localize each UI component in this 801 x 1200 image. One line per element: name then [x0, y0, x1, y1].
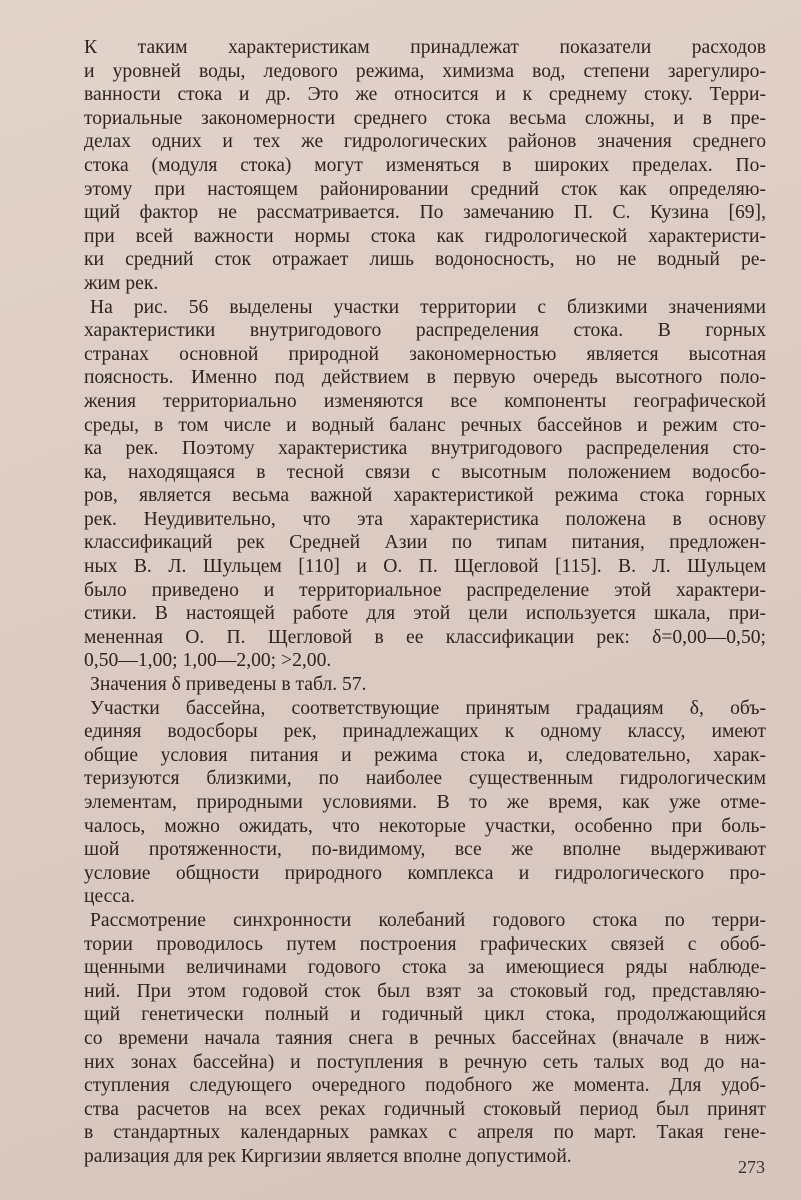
text-line: На рис. 56 выделены участки территории с близкими значениями: [90, 296, 766, 318]
paragraph-2: [84, 296, 766, 674]
text-line: жим рек.: [84, 272, 159, 294]
text-line: ров, является весьма важной характеристикой режима стока горных: [84, 485, 766, 507]
text-line: характеристики внутригодового распределения стока. В горных: [84, 320, 766, 342]
text-line: жения территориально изменяются все компоненты географической: [84, 390, 766, 412]
text-line: условие общности природного комплекса и гидрологического про-: [84, 862, 766, 884]
paragraph-1: [84, 36, 766, 296]
text-line: единяя водосборы рек, принадлежащих к одному классу, имеют: [84, 721, 766, 743]
text-line: делах одних и тех же гидрологических районов значения среднего: [84, 131, 766, 153]
text-line: 0,50—1,00; 1,00—2,00; >2,00.: [84, 650, 332, 672]
text-line: тории проводилось путем построения графических связей с обоб-: [84, 933, 766, 955]
text-line: щенными величинами годового стока за имеющиеся ряды наблюде-: [84, 957, 766, 979]
text-line: странах основной природной закономерностью является высотная: [84, 343, 766, 365]
paragraph-4: [84, 697, 766, 909]
text-line: ступления следующего очередного подобного же момента. Для удоб-: [84, 1075, 766, 1097]
text-line: рек. Неудивительно, что эта характеристика положена в основу: [84, 508, 766, 530]
text-line: при всей важности нормы стока как гидрологической характеристи-: [84, 225, 766, 247]
text-line: рализация для рек Киргизии является вполне допустимой.: [84, 1145, 572, 1167]
text-line: Рассмотрение синхронности колебаний годового стока по терри-: [90, 909, 766, 931]
text-line: Значения δ приведены в табл. 57.: [90, 674, 367, 696]
text-line: ка, находящаяся в тесной связи с высотным положением водосбо-: [84, 461, 766, 483]
text-line: среды, в том числе и водный баланс речных бассейнов и режим сто-: [84, 414, 766, 436]
text-line: К таким характеристикам принадлежат показатели расходов: [84, 37, 766, 58]
text-line: ных В. Л. Шульцем [110] и О. П. Щегловой [115]. В. Л. Шульцем: [84, 556, 766, 578]
text-line: элементам, природными условиями. В то же время, как уже отме-: [84, 792, 766, 813]
text-line: ванности стока и др. Это же относится и к среднему стоку. Терри-: [84, 84, 766, 106]
text-line: было приведено и территориальное распределение этой характери-: [84, 579, 766, 601]
text-line: мененная О. П. Щегловой в ее классификации рек: δ=0,00—0,50;: [84, 626, 766, 648]
text-line: стики. В настоящей работе для этой цели используется шкала, при-: [84, 603, 766, 625]
text-line: классификаций рек Средней Азии по типам питания, предложен-: [84, 532, 766, 554]
page-text: [84, 36, 766, 1169]
text-line: этому при настоящем районировании средний сток как определяю-: [84, 178, 766, 200]
text-line: ки средний сток отражает лишь водоносность, но не водный ре-: [84, 249, 766, 271]
text-line: ний. При этом годовой сток был взят за стоковый год, представляю-: [84, 980, 766, 1002]
text-line: и уровней воды, ледового режима, химизма вод, степени зарегулиро-: [84, 60, 766, 82]
text-line: общие условия питания и режима стока и, следовательно, харак-: [84, 744, 766, 766]
text-line: цесса.: [84, 886, 135, 908]
text-line: Участки бассейна, соответствующие принятым градациям δ, объ-: [90, 697, 766, 719]
page-number: 273: [738, 1157, 765, 1177]
text-line: теризуются близкими, по наиболее существенным гидрологическим: [84, 768, 766, 790]
text-line: со времени начала таяния снега в речных бассейнах (вначале в ниж-: [84, 1027, 766, 1049]
text-line: шой протяженности, по-видимому, все же вполне выдерживают: [84, 839, 766, 861]
text-line: ка рек. Поэтому характеристика внутригодового распределения сто-: [84, 438, 766, 460]
text-line: ства расчетов на всех реках годичный стоковый период был принят: [84, 1098, 766, 1120]
paragraph-3: [84, 673, 766, 697]
text-line: щий генетически полный и годичный цикл стока, продолжающийся: [84, 1004, 766, 1026]
text-line: стока (модуля стока) могут изменяться в широких пределах. По-: [84, 154, 766, 176]
paragraph-5: [84, 909, 766, 1169]
text-line: них зонах бассейна) и поступления в речную сеть талых вод до на-: [84, 1051, 766, 1073]
text-line: поясность. Именно под действием в первую очередь высотного поло-: [84, 367, 766, 389]
text-line: щий фактор не рассматривается. По замечанию П. С. Кузина [69],: [84, 202, 766, 224]
text-line: ториальные закономерности среднего стока весьма сложны, и в пре-: [84, 107, 766, 129]
text-line: чалось, можно ожидать, что некоторые участки, особенно при боль-: [84, 815, 766, 837]
text-line: в стандартных календарных рамках с апреля по март. Такая гене-: [84, 1122, 766, 1144]
